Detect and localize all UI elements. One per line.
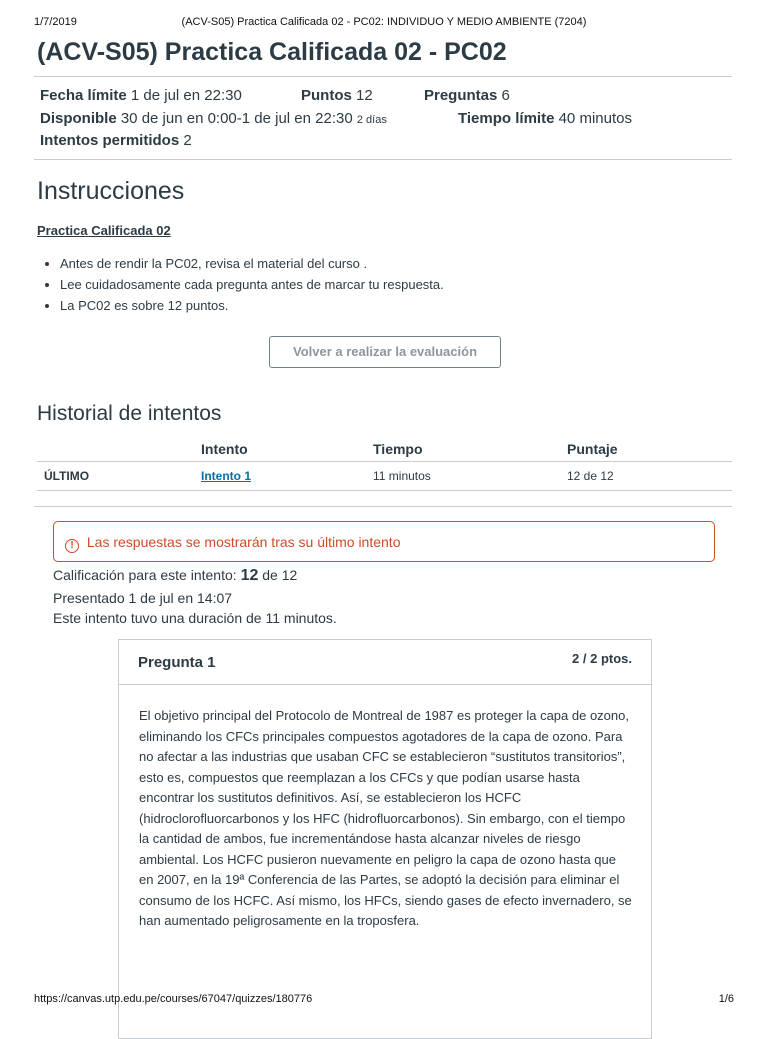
list-item: • La PC02 es sobre 12 puntos. [60, 295, 444, 316]
table-row [37, 462, 732, 491]
list-item: • Antes de rendir la PC02, revisa el material del curso . [60, 253, 444, 274]
list-item: • Lee cuidadosamente cada pregunta antes de marcar tu respuesta. [60, 274, 444, 295]
instructions-link[interactable]: Practica Calificada 02 [37, 223, 171, 238]
available-value: 30 de jun en 0:00-1 de jul en 22:30 [120, 110, 353, 127]
score-prefix: Calificación para este intento: [53, 567, 237, 583]
print-date: 1/7/2019 [34, 16, 77, 28]
alert-text: Las respuestas se mostrarán tras su último intento [86, 534, 401, 550]
attempt-history-table [37, 437, 732, 491]
print-title: (ACV-S05) Practica Calificada 02 - PC02: INDIVIDUO Y MEDIO AMBIENTE (7204) [181, 16, 587, 28]
question-header [119, 640, 651, 685]
attempts-label: Intentos permitidos [40, 132, 180, 149]
question-text: El objetivo principal del Protocolo de Montreal de 1987 es proteger la capa de ozono, eliminando los CFCs principales compuestos agotadores de la capa de ozono. Para no afectar a las industrias que usaban CFC se establecieron “sustitutos transitorios”, esto es, compuestos que reemplazan a los CFCs y que podían usarse hasta encontrar los sustitutos definitivos. Así, se establecieron los HCFC (hidroclorofluorcarbonos y los HFC (hidrofluorcarbonos). Sin embargo, con el tiempo la cantidad de ambos, fue incrementándose hasta alcanzar niveles de riesgo ambiental. Los HCFC pusieron nuevamente en peligro la capa de ozono hasta que en 2007, en la 19ª Conferencia de las Partes, se adoptó la decisión para eliminar el consumo de los HCFC. Así mismo, los HFCs, siendo gases de efecto invernadero, se han aumentado peligrosamente en la troposfera. [139, 708, 632, 928]
attempt-score: 12 de 12 [567, 462, 732, 491]
column-header [37, 437, 201, 462]
points-label: Puntos [301, 87, 352, 104]
warning-circle-icon: ! [65, 539, 79, 553]
footer-url: https://canvas.utp.edu.pe/courses/67047/quizzes/180776 [34, 993, 313, 1005]
time-limit-value: 40 minutos [558, 110, 632, 127]
question-points: 2 / 2 ptos. [572, 651, 632, 666]
score-suffix: de 12 [262, 567, 298, 583]
page-title: (ACV-S05) Practica Calificada 02 - PC02 [37, 38, 507, 66]
attempt-link[interactable]: Intento 1 [201, 469, 251, 483]
submitted-line: Presentado 1 de jul en 14:07 [53, 590, 233, 606]
attempt-time: 11 minutos [373, 462, 567, 491]
points-value: 12 [356, 87, 373, 104]
divider [34, 159, 732, 160]
score-value: 12 [240, 567, 259, 584]
attempt-label: ÚLTIMO [37, 462, 201, 491]
instructions-list [41, 253, 444, 316]
available-label: Disponible [40, 110, 117, 127]
duration-line: Este intento tuvo una duración de 11 minutos. [53, 610, 337, 626]
history-heading: Historial de intentos [37, 402, 222, 425]
time-limit-label: Tiempo límite [458, 110, 555, 127]
due-label: Fecha límite [40, 87, 127, 104]
attempts-value: 2 [183, 132, 192, 149]
question-title: Pregunta 1 [138, 654, 216, 671]
attempt-score-line [53, 567, 297, 585]
answers-hidden-alert [53, 521, 715, 562]
questions-value: 6 [501, 87, 510, 104]
available-days: 2 días [356, 114, 387, 126]
retake-quiz-button[interactable]: Volver a realizar la evaluación [269, 336, 501, 368]
instructions-heading: Instrucciones [37, 177, 185, 205]
column-header: Puntaje [567, 437, 732, 462]
table-header-row [37, 437, 732, 462]
divider [34, 506, 732, 507]
due-value: 1 de jul en 22:30 [130, 87, 242, 104]
column-header: Intento [201, 437, 373, 462]
question-card [118, 639, 652, 1039]
questions-label: Preguntas [424, 87, 498, 104]
footer-page-number: 1/6 [718, 993, 734, 1005]
divider [34, 76, 732, 77]
column-header: Tiempo [373, 437, 567, 462]
print-header [0, 16, 768, 30]
